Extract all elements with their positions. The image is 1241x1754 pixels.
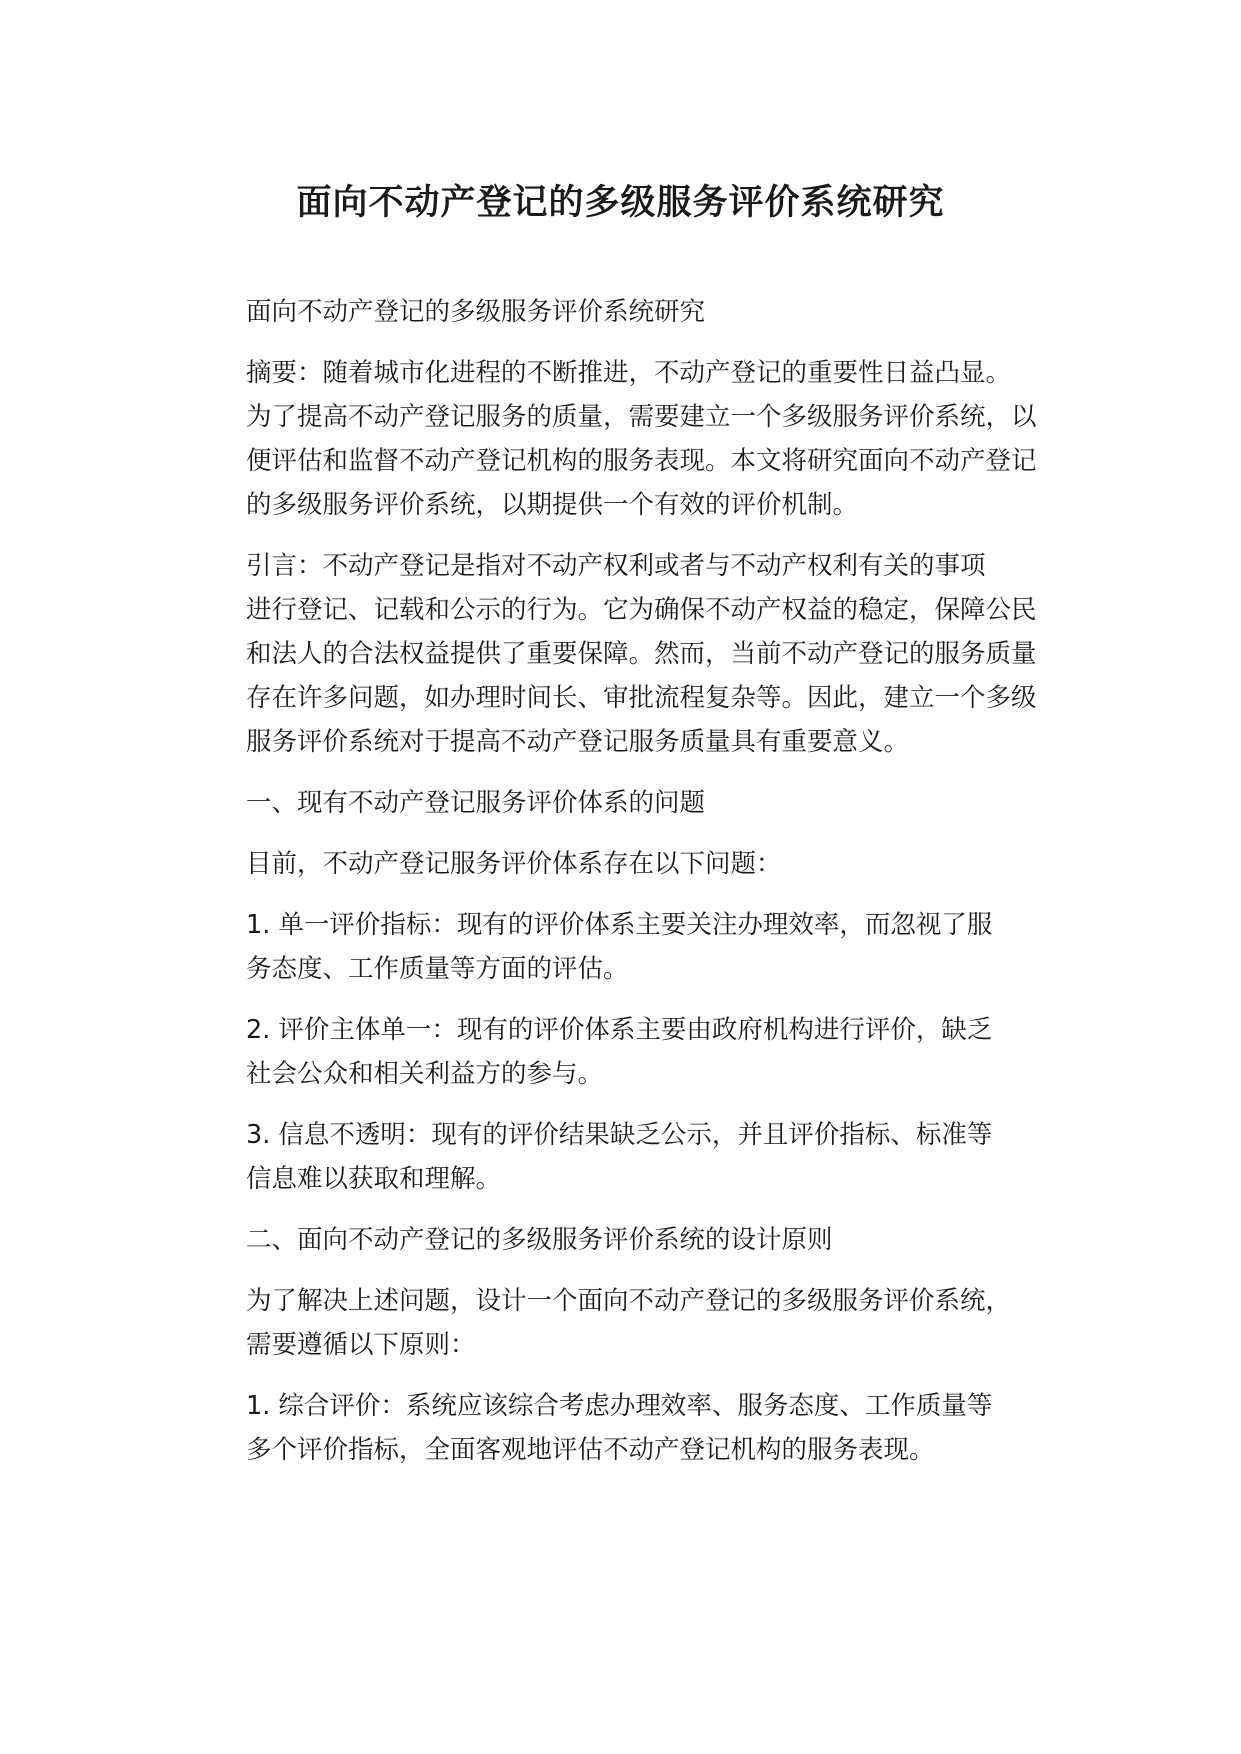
- paragraph-principles-intro: [188, 1279, 1068, 1367]
- paragraph-line: 存在许多问题，如办理时间长、审批流程复杂等。因此，建立一个多级: [246, 683, 1037, 713]
- paragraph-introduction: [188, 544, 1068, 764]
- paragraph-line: 1. 单一评价指标：现有的评价体系主要关注办理效率，而忽视了服: [246, 910, 993, 940]
- paragraph-line: 多个评价指标，全面客观地评估不动产登记机构的服务表现。: [246, 1435, 935, 1465]
- paragraph-line: 信息难以获取和理解。: [246, 1164, 502, 1194]
- paragraph-line: 一、现有不动产登记服务评价体系的问题: [246, 788, 706, 818]
- paragraph-line: 为了提高不动产登记服务的质量，需要建立一个多级服务评价系统，以: [246, 402, 1037, 432]
- list-item-problem-3: [188, 1113, 1068, 1201]
- list-item-problem-1: [188, 903, 1068, 991]
- paragraph-line: 目前，不动产登记服务评价体系存在以下问题：: [246, 849, 782, 879]
- paragraph-abstract: [188, 351, 1068, 527]
- paragraph-line: 社会公众和相关利益方的参与。: [246, 1059, 604, 1089]
- paragraph-subtitle: [188, 290, 1068, 334]
- paragraph-line: 的多级服务评价系统，以期提供一个有效的评价机制。: [246, 490, 859, 520]
- paragraph-line: 摘要：随着城市化进程的不断推进，不动产登记的重要性日益凸显。: [246, 358, 1012, 388]
- list-item-problem-2: [188, 1008, 1068, 1096]
- section-heading-2: [188, 1218, 1068, 1262]
- paragraph-line: 2. 评价主体单一：现有的评价体系主要由政府机构进行评价，缺乏: [246, 1015, 993, 1045]
- paragraph-line: 为了解决上述问题，设计一个面向不动产登记的多级服务评价系统，: [246, 1286, 1012, 1316]
- paragraph-line: 面向不动产登记的多级服务评价系统研究: [246, 297, 706, 327]
- paragraph-line: 服务评价系统对于提高不动产登记服务质量具有重要意义。: [246, 727, 910, 757]
- paragraph-line: 引言：不动产登记是指对不动产权利或者与不动产权利有关的事项: [246, 551, 986, 581]
- list-item-principle-1: [188, 1384, 1068, 1472]
- paragraph-line: 3. 信息不透明：现有的评价结果缺乏公示，并且评价指标、标准等: [246, 1120, 993, 1150]
- paragraph-line: 进行登记、记载和公示的行为。它为确保不动产权益的稳定，保障公民: [246, 595, 1037, 625]
- document-title: 面向不动产登记的多级服务评价系统研究: [296, 183, 945, 223]
- paragraph-line: 和法人的合法权益提供了重要保障。然而，当前不动产登记的服务质量: [246, 639, 1037, 669]
- paragraph-line: 务态度、工作质量等方面的评估。: [246, 954, 629, 984]
- paragraph-line: 二、面向不动产登记的多级服务评价系统的设计原则: [246, 1225, 833, 1255]
- paragraph-line: 便评估和监督不动产登记机构的服务表现。本文将研究面向不动产登记: [246, 446, 1037, 476]
- paragraph-line: 1. 综合评价：系统应该综合考虑办理效率、服务态度、工作质量等: [246, 1391, 993, 1421]
- section-heading-1: [188, 781, 1068, 825]
- document-body: [188, 290, 1068, 1489]
- paragraph-line: 需要遵循以下原则：: [246, 1330, 476, 1360]
- paragraph-problems-intro: [188, 842, 1068, 886]
